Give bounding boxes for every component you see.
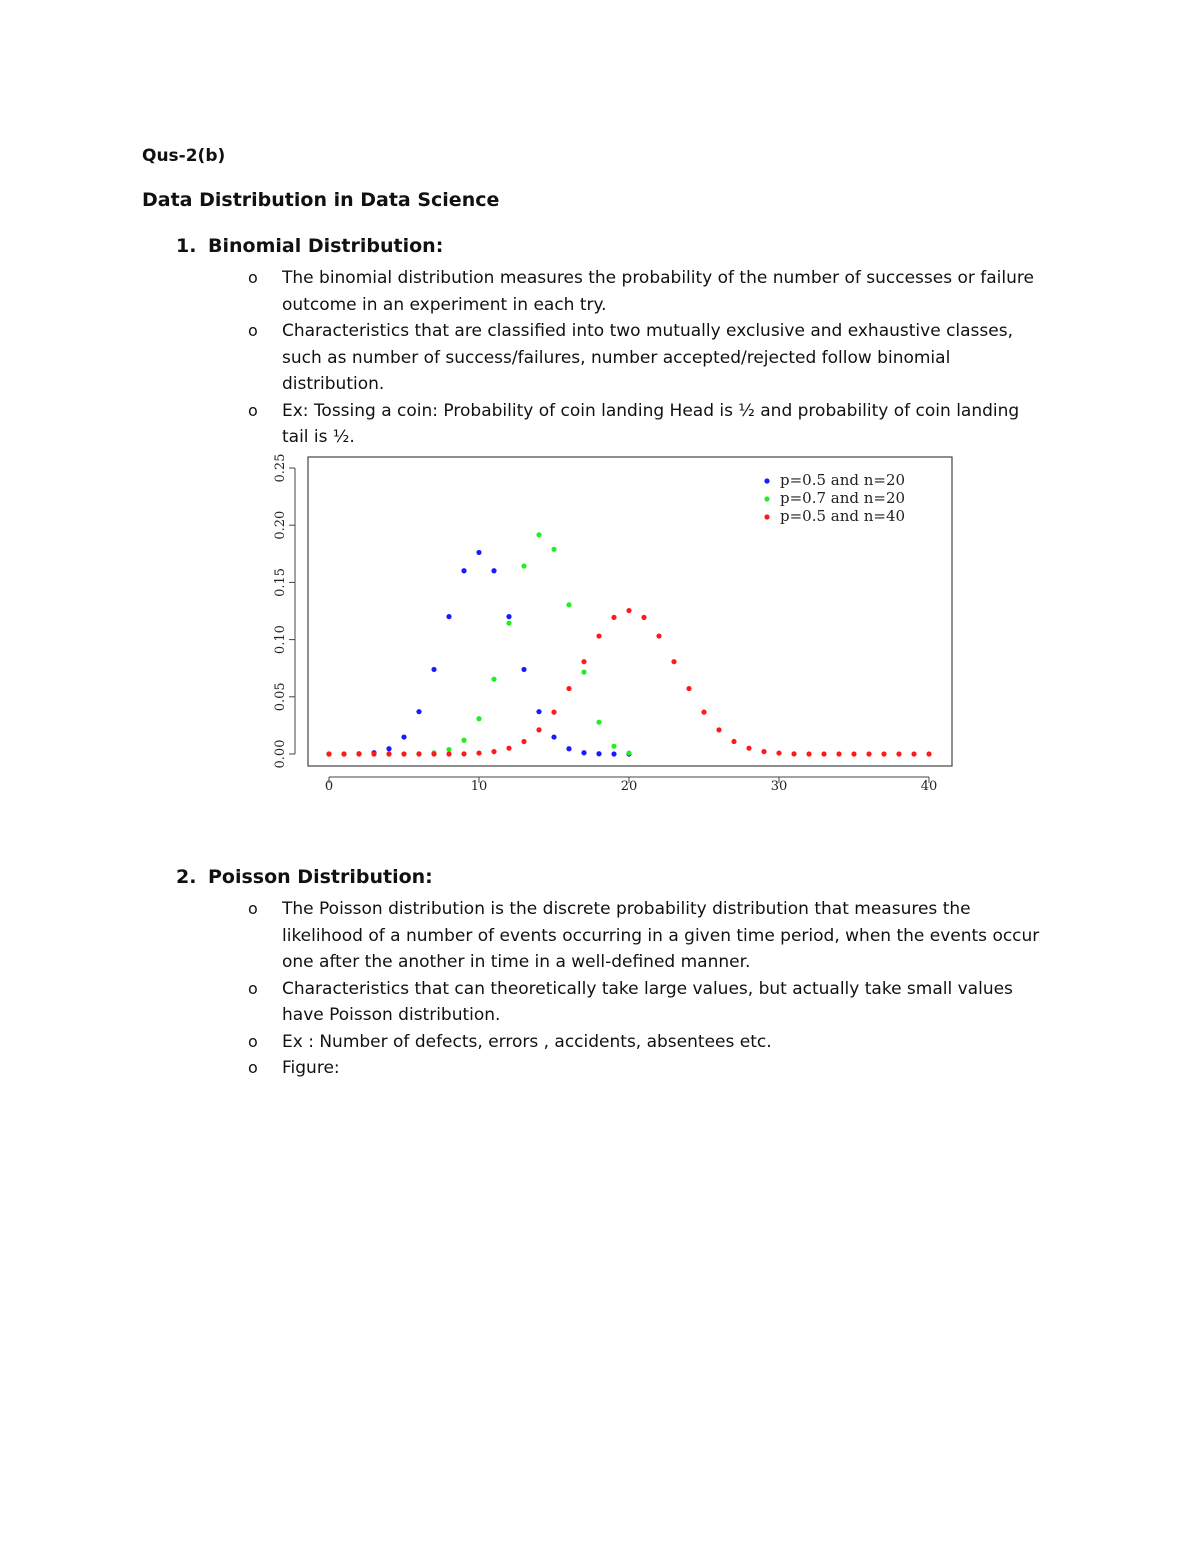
data-point xyxy=(551,547,556,552)
data-point xyxy=(596,751,601,756)
data-point xyxy=(611,744,616,749)
data-point xyxy=(371,751,376,756)
legend-label: p=0.7 and n=20 xyxy=(780,489,906,507)
list-item: o Figure: xyxy=(248,1055,1048,1082)
page-title: Data Distribution in Data Science xyxy=(142,189,500,211)
data-point xyxy=(836,751,841,756)
data-point xyxy=(386,746,391,751)
data-point xyxy=(341,751,346,756)
data-point xyxy=(926,751,931,756)
data-point xyxy=(491,749,496,754)
data-point xyxy=(491,677,496,682)
bullet-marker: o xyxy=(248,321,258,340)
legend-marker xyxy=(764,496,769,501)
x-tick-label: 20 xyxy=(620,779,638,794)
data-point xyxy=(491,568,496,573)
data-point xyxy=(401,734,406,739)
data-point xyxy=(416,751,421,756)
data-point xyxy=(686,686,691,691)
data-point xyxy=(551,710,556,715)
bullet-list xyxy=(176,896,1048,1082)
legend-label: p=0.5 and n=40 xyxy=(780,507,906,525)
data-point xyxy=(641,615,646,620)
data-point xyxy=(356,751,361,756)
data-point xyxy=(731,739,736,744)
data-point xyxy=(911,751,916,756)
question-label: Qus-2(b) xyxy=(142,146,226,166)
y-tick-label: 0.15 xyxy=(273,567,288,597)
section-poisson xyxy=(176,864,1048,1082)
list-item: o The binomial distribution measures the probability of the number of successes or failure outcome in an experiment in each try. xyxy=(248,265,1048,318)
data-point xyxy=(521,667,526,672)
list-item: o Characteristics that can theoretically take large values, but actually take small values have Poisson distribution. xyxy=(248,976,1048,1029)
data-point xyxy=(536,532,541,537)
data-point xyxy=(476,750,481,755)
data-point xyxy=(626,608,631,613)
data-point xyxy=(401,751,406,756)
bullet-list xyxy=(176,265,1048,451)
data-point xyxy=(716,727,721,732)
section-title: Binomial Distribution: xyxy=(208,235,444,257)
data-point xyxy=(506,614,511,619)
data-point xyxy=(581,669,586,674)
data-point xyxy=(506,621,511,626)
data-point xyxy=(416,709,421,714)
bullet-marker: o xyxy=(248,1031,258,1051)
bullet-marker: o xyxy=(248,268,258,287)
data-point xyxy=(581,750,586,755)
legend-marker xyxy=(764,514,769,519)
section-number: 2. xyxy=(176,866,197,888)
x-tick-label: 40 xyxy=(920,779,938,794)
data-point xyxy=(431,751,436,756)
data-point xyxy=(566,602,571,607)
data-point xyxy=(866,751,871,756)
list-item: o Ex: Tossing a coin: Probability of coin landing Head is ½ and probability of coin landing tail is ½. xyxy=(248,398,1048,451)
data-point xyxy=(431,667,436,672)
data-point xyxy=(521,563,526,568)
x-tick-label: 30 xyxy=(770,779,788,794)
data-point xyxy=(446,614,451,619)
data-point xyxy=(851,751,856,756)
data-point xyxy=(596,633,601,638)
data-point xyxy=(536,727,541,732)
binomial-distribution-chart xyxy=(270,452,970,807)
data-point xyxy=(446,747,451,752)
data-point xyxy=(746,746,751,751)
data-point xyxy=(611,615,616,620)
data-point xyxy=(791,751,796,756)
data-point xyxy=(521,739,526,744)
bullet-marker: o xyxy=(248,1058,258,1077)
y-tick-label: 0.05 xyxy=(273,682,288,712)
bullet-marker: o xyxy=(248,899,258,918)
x-tick-label: 0 xyxy=(324,779,334,794)
x-tick-label: 10 xyxy=(470,779,488,794)
section-number: 1. xyxy=(176,235,197,257)
bullet-marker: o xyxy=(248,978,258,998)
data-point xyxy=(476,550,481,555)
y-tick-label: 0.25 xyxy=(273,453,288,483)
section-title: Poisson Distribution: xyxy=(208,866,433,888)
data-point xyxy=(446,751,451,756)
list-item: o Ex : Number of defects, errors , accidents, absentees etc. xyxy=(248,1029,1048,1056)
data-point xyxy=(761,749,766,754)
data-point xyxy=(821,751,826,756)
data-point xyxy=(881,751,886,756)
data-point xyxy=(461,568,466,573)
data-point xyxy=(671,659,676,664)
data-point xyxy=(566,746,571,751)
list-item: o The Poisson distribution is the discrete probability distribution that measures the likelihood of a number of events occurring in a given time period, when the events occur one after the another in time in a well-defined manner. xyxy=(248,896,1048,976)
data-point xyxy=(476,716,481,721)
data-point xyxy=(461,738,466,743)
y-tick-label: 0.10 xyxy=(273,625,288,655)
data-point xyxy=(506,746,511,751)
data-point xyxy=(326,751,331,756)
data-point xyxy=(596,720,601,725)
legend-marker xyxy=(764,478,769,483)
data-point xyxy=(776,750,781,755)
data-point xyxy=(656,633,661,638)
data-point xyxy=(626,750,631,755)
y-tick-label: 0.20 xyxy=(273,510,288,540)
section-binomial xyxy=(176,233,1048,451)
data-point xyxy=(566,686,571,691)
data-point xyxy=(386,751,391,756)
data-point xyxy=(896,751,901,756)
data-point xyxy=(611,751,616,756)
legend-label: p=0.5 and n=20 xyxy=(780,471,906,489)
data-point xyxy=(581,659,586,664)
list-item: o Characteristics that are classified into two mutually exclusive and exhaustive classes, such as number of success/failures, number accepted/rejected follow binomial distribution. xyxy=(248,318,1048,398)
data-point xyxy=(806,751,811,756)
data-point xyxy=(536,709,541,714)
data-point xyxy=(701,710,706,715)
data-point xyxy=(551,734,556,739)
data-point xyxy=(461,751,466,756)
bullet-marker: o xyxy=(248,400,258,420)
y-tick-label: 0.00 xyxy=(273,739,288,769)
